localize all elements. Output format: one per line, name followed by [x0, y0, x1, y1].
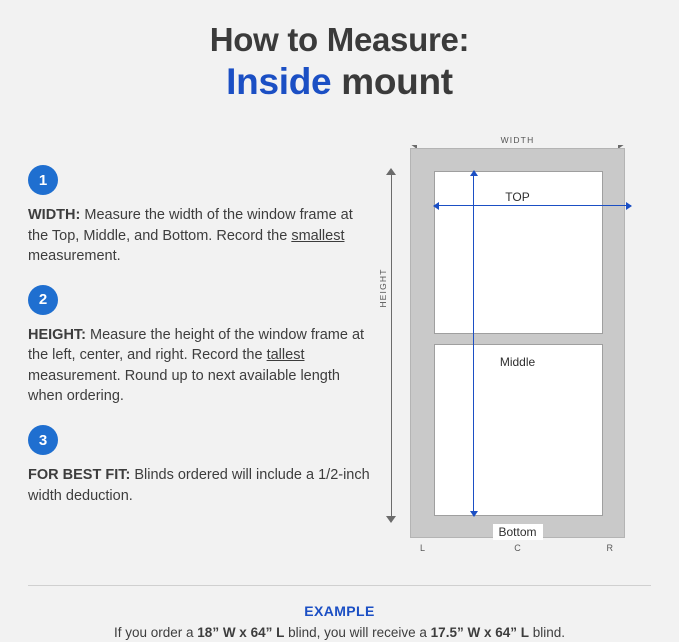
- step-lead-3: FOR BEST FIT:: [28, 467, 131, 484]
- step-badge-3: 3: [28, 425, 58, 455]
- example-description: [0, 625, 679, 640]
- step-text-2: [28, 325, 373, 407]
- example-order-size: 18” W x 64” L: [197, 625, 285, 640]
- step-emphasis-1: smallest: [291, 227, 345, 244]
- step-badge-2: 2: [28, 285, 58, 315]
- position-label-right: R: [606, 543, 613, 553]
- step-text-1: [28, 205, 373, 267]
- step-body-1a: Measure the width of the window frame at the Top, Middle, and Bottom. Record the: [28, 207, 353, 244]
- window-diagram: [375, 128, 655, 558]
- steps-list: [28, 165, 373, 524]
- width-dimension-label: [410, 135, 625, 145]
- horizontal-position-labels: [410, 543, 625, 557]
- step-lead-2: HEIGHT:: [28, 326, 86, 343]
- step-item-3: [28, 425, 373, 506]
- window-frame: [410, 148, 625, 538]
- position-label-center: C: [514, 543, 521, 553]
- frame-tag-top: TOP: [499, 189, 535, 205]
- arrow-down-icon: [386, 516, 396, 523]
- example-text-c: blind.: [528, 625, 565, 640]
- step-body-1b: measurement.: [28, 248, 121, 265]
- title-rest: mount: [331, 61, 453, 103]
- step-body-3a: Blinds ordered will include a 1/2-inch width deduction.: [28, 467, 370, 504]
- step-item-1: [28, 165, 373, 267]
- frame-tag-bottom: Bottom: [492, 524, 542, 540]
- frame-tag-middle: Middle: [494, 354, 541, 370]
- height-label-text: HEIGHT: [378, 263, 388, 312]
- step-badge-1: 1: [28, 165, 58, 195]
- title-line-2: [0, 62, 679, 103]
- height-dimension-arrow: [383, 168, 399, 523]
- step-body-2b: measurement. Round up to next available length when ordering.: [28, 367, 340, 405]
- page-title: [0, 22, 679, 103]
- measurement-line-width: [434, 205, 631, 206]
- step-text-3: [28, 465, 373, 506]
- step-item-2: [28, 285, 373, 407]
- example-result-size: 17.5” W x 64” L: [430, 625, 529, 640]
- title-highlight: Inside: [226, 61, 332, 103]
- title-line-1: How to Measure:: [209, 21, 470, 58]
- step-body-2a: Measure the height of the window frame at the left, center, and right. Record the: [28, 326, 365, 364]
- example-text-b: blind, you will receive a: [284, 625, 431, 640]
- height-arrow-line: [391, 174, 392, 517]
- measurement-line-height: [473, 171, 474, 516]
- step-lead-1: WIDTH:: [28, 207, 81, 223]
- example-heading: EXAMPLE: [304, 603, 375, 619]
- step-emphasis-2: tallest: [266, 347, 305, 364]
- example-text-a: If you order a: [114, 625, 198, 640]
- footer-divider: [28, 585, 651, 586]
- position-label-left: L: [420, 543, 426, 553]
- height-dimension-label: [378, 259, 388, 317]
- width-label-text: WIDTH: [495, 135, 541, 145]
- arrow-up-icon: [386, 168, 396, 175]
